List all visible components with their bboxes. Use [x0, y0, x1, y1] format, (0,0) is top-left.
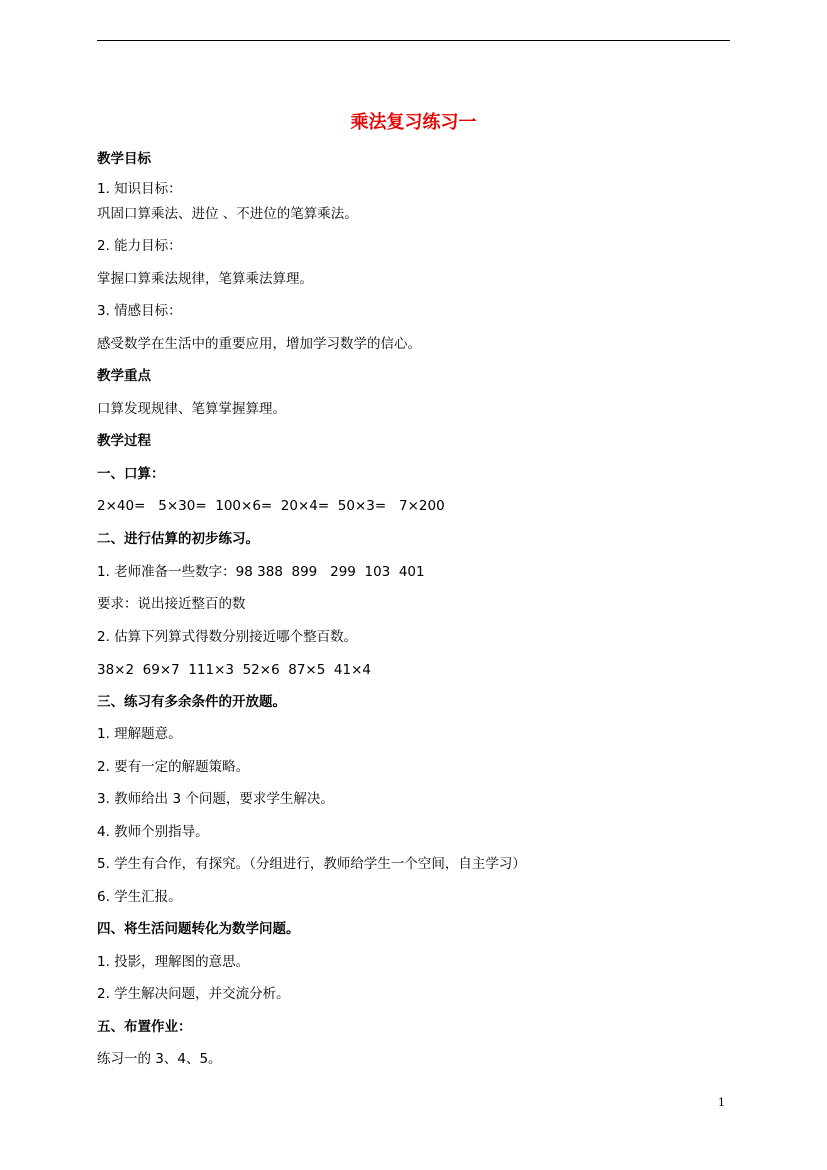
body-line: 口算发现规律、笔算掌握算理。: [97, 401, 286, 417]
section-heading-2: 二、进行估算的初步练习。: [97, 531, 259, 547]
body-line: 5. 学生有合作，有探究。（分组进行，教师给学生一个空间，自主学习）: [97, 856, 526, 872]
body-line: 2. 能力目标：: [97, 238, 182, 254]
body-line: 巩固口算乘法、进位 、不进位的笔算乘法。: [97, 206, 358, 222]
heading-teaching-process: 教学过程: [97, 433, 151, 449]
header-rule: [97, 40, 730, 41]
body-line: 要求：说出接近整百的数: [97, 596, 246, 612]
body-line: 1. 投影，理解图的意思。: [97, 954, 250, 970]
section-heading-1: 一、口算：: [97, 466, 165, 482]
page-number: 1: [718, 1096, 725, 1109]
section-heading-4: 四、将生活问题转化为数学问题。: [97, 921, 300, 937]
heading-key-points: 教学重点: [97, 368, 151, 384]
body-line: 3. 教师给出 3 个问题，要求学生解决。: [97, 791, 334, 807]
body-line: 4. 教师个别指导。: [97, 824, 209, 840]
document-title: 乘法复习练习一: [350, 112, 477, 133]
heading-teaching-goals: 教学目标: [97, 151, 151, 167]
body-line: 2. 学生解决问题，并交流分析。: [97, 986, 290, 1002]
body-line: 1. 老师准备一些数字：98 388 899 299 103 401: [97, 564, 425, 580]
body-line: 6. 学生汇报。: [97, 889, 182, 905]
body-line: 感受数学在生活中的重要应用，增加学习数学的信心。: [97, 336, 421, 352]
body-line: 2. 要有一定的解题策略。: [97, 759, 250, 775]
body-line: 2×40= 5×30= 100×6= 20×4= 50×3= 7×200: [97, 498, 445, 514]
body-line: 1. 知识目标：: [97, 181, 182, 197]
section-heading-3: 三、练习有多余条件的开放题。: [97, 694, 286, 710]
body-line: 1. 理解题意。: [97, 726, 182, 742]
body-line: 3. 情感目标：: [97, 303, 182, 319]
body-line: 2. 估算下列算式得数分别接近哪个整百数。: [97, 629, 358, 645]
body-line: 练习一的 3、4、5。: [97, 1051, 222, 1067]
body-line: 掌握口算乘法规律，笔算乘法算理。: [97, 271, 313, 287]
body-line: 38×2 69×7 111×3 52×6 87×5 41×4: [97, 662, 371, 678]
section-heading-5: 五、布置作业：: [97, 1019, 192, 1035]
